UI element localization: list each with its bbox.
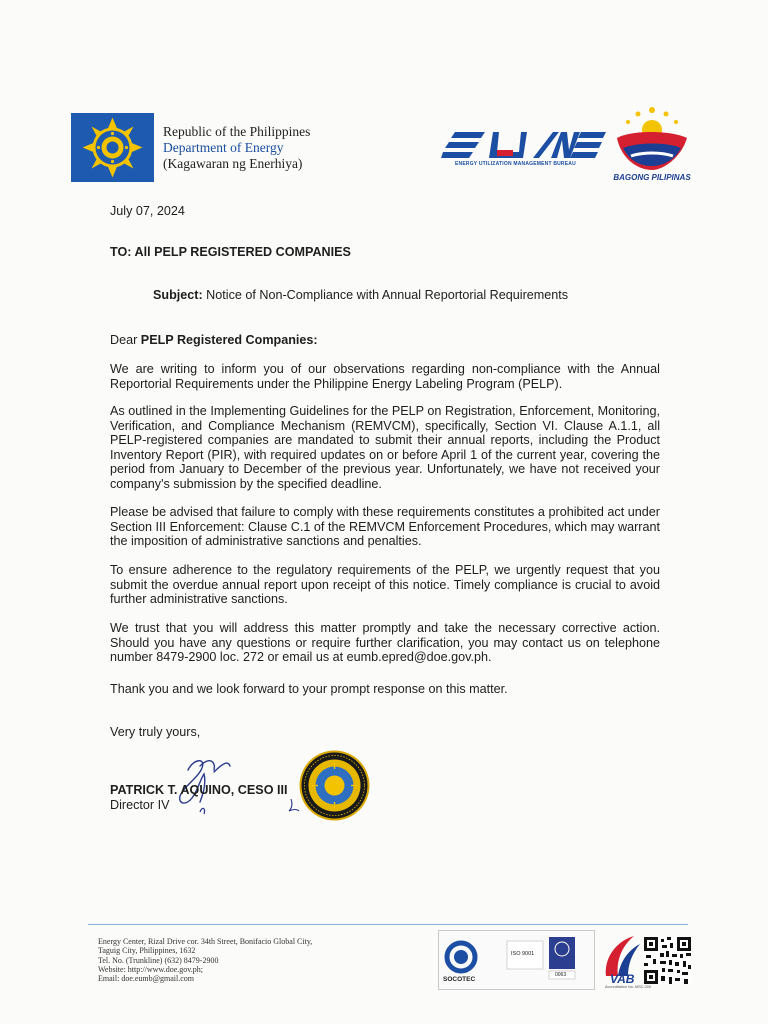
dry-seal-stamp xyxy=(298,749,371,822)
bagong-pilipinas-label: BAGONG PILIPINAS xyxy=(613,173,691,182)
qr-code xyxy=(644,937,691,984)
department-line: Department of Energy xyxy=(163,140,284,155)
letterhead-agency-block xyxy=(163,124,310,172)
department-local-line: (Kagawaran ng Enerhiya) xyxy=(163,156,303,171)
footer-address-line: Taguig City, Philippines, 1632 xyxy=(98,946,196,956)
vab-label: VAB xyxy=(610,972,635,986)
socotec-label: SOCOTEC xyxy=(443,976,476,983)
eumb-subtitle: ENERGY UTILIZATION MANAGEMENT BUREAU xyxy=(455,161,576,167)
footer-divider xyxy=(88,924,688,925)
body-paragraph-3: Please be advised that failure to comply with these requirements constitutes a prohibited act under Section III Enforcement: Clause C.1 of the REMVCM Enforcement Procedures, which may warrant the imposition of administrative sanctions and penalties. xyxy=(110,505,660,548)
letter-closing: Very truly yours, xyxy=(110,725,201,739)
doe-seal-logo xyxy=(71,113,154,182)
accreditation-number: Accreditation No. MSC-005 xyxy=(605,985,652,989)
certification-badges xyxy=(438,930,595,990)
footer-website-line: Website: http://www.doe.gov.ph; xyxy=(98,964,203,974)
bagong-pilipinas-logo xyxy=(611,100,693,186)
body-paragraph-5: We trust that you will address this matter promptly and take the necessary corrective action. Should you have any questions or require further clarification, you may contact us on telephone number 8479-2900 loc. 272 or email us at eumb.epred@doe.gov.ph. xyxy=(110,621,660,664)
eumb-logo xyxy=(441,128,606,172)
subject-label: Subject: xyxy=(153,288,203,302)
salutation-name: PELP Registered Companies: xyxy=(140,333,318,347)
body-paragraph-2: As outlined in the Implementing Guidelines for the PELP on Registration, Enforcement, Monitoring, Verification, and Compliance Mechanism (REMVCM), specifically, Section VI. Clause A.1.1, all PELP-registered companies are mandated to submit their annual reports, including the Product Inventory Report (PIR), with required updates on or before April 1 of the current year, covering the period from January to December of the previous year. Unfortunately, we have not received your company's submission by the specified deadline. xyxy=(110,404,660,491)
ukas-code-label: 0063 xyxy=(555,972,567,978)
salutation-prefix: Dear xyxy=(110,333,141,347)
iso-label: ISO 9001 xyxy=(511,951,535,957)
footer-phone-line: Tel. No. (Trunkline) (632) 8479-2900 xyxy=(98,955,219,965)
signer-position: Director IV xyxy=(110,798,170,812)
vab-accreditation-logo xyxy=(600,932,642,987)
letter-date: July 07, 2024 xyxy=(110,204,185,218)
body-paragraph-6: Thank you and we look forward to your prompt response on this matter. xyxy=(110,682,508,696)
body-paragraph-1: We are writing to inform you of our observations regarding non-compliance with the Annual Reportorial Requirements under the Philippine Energy Labeling Program (PELP). xyxy=(110,362,660,391)
subject-text: Notice of Non-Compliance with Annual Reportorial Requirements xyxy=(202,288,569,302)
republic-line: Republic of the Philippines xyxy=(163,124,311,139)
letter-salutation xyxy=(110,333,318,348)
signer-name: PATRICK T. AQUINO, CESO III xyxy=(110,783,288,797)
letter-subject xyxy=(153,288,568,303)
letter-recipient: TO: All PELP REGISTERED COMPANIES xyxy=(110,245,351,259)
footer-address-line: Energy Center, Rizal Drive cor. 34th Street, Bonifacio Global City, xyxy=(98,937,313,946)
body-paragraph-4: To ensure adherence to the regulatory requirements of the PELP, we urgently request that you submit the overdue annual report upon receipt of this notice. Timely compliance is crucial to avoid further administrative sanctions. xyxy=(110,563,660,606)
footer-email-line: Email: doe.eumb@gmail.com xyxy=(98,974,195,984)
footer-address xyxy=(98,937,312,983)
